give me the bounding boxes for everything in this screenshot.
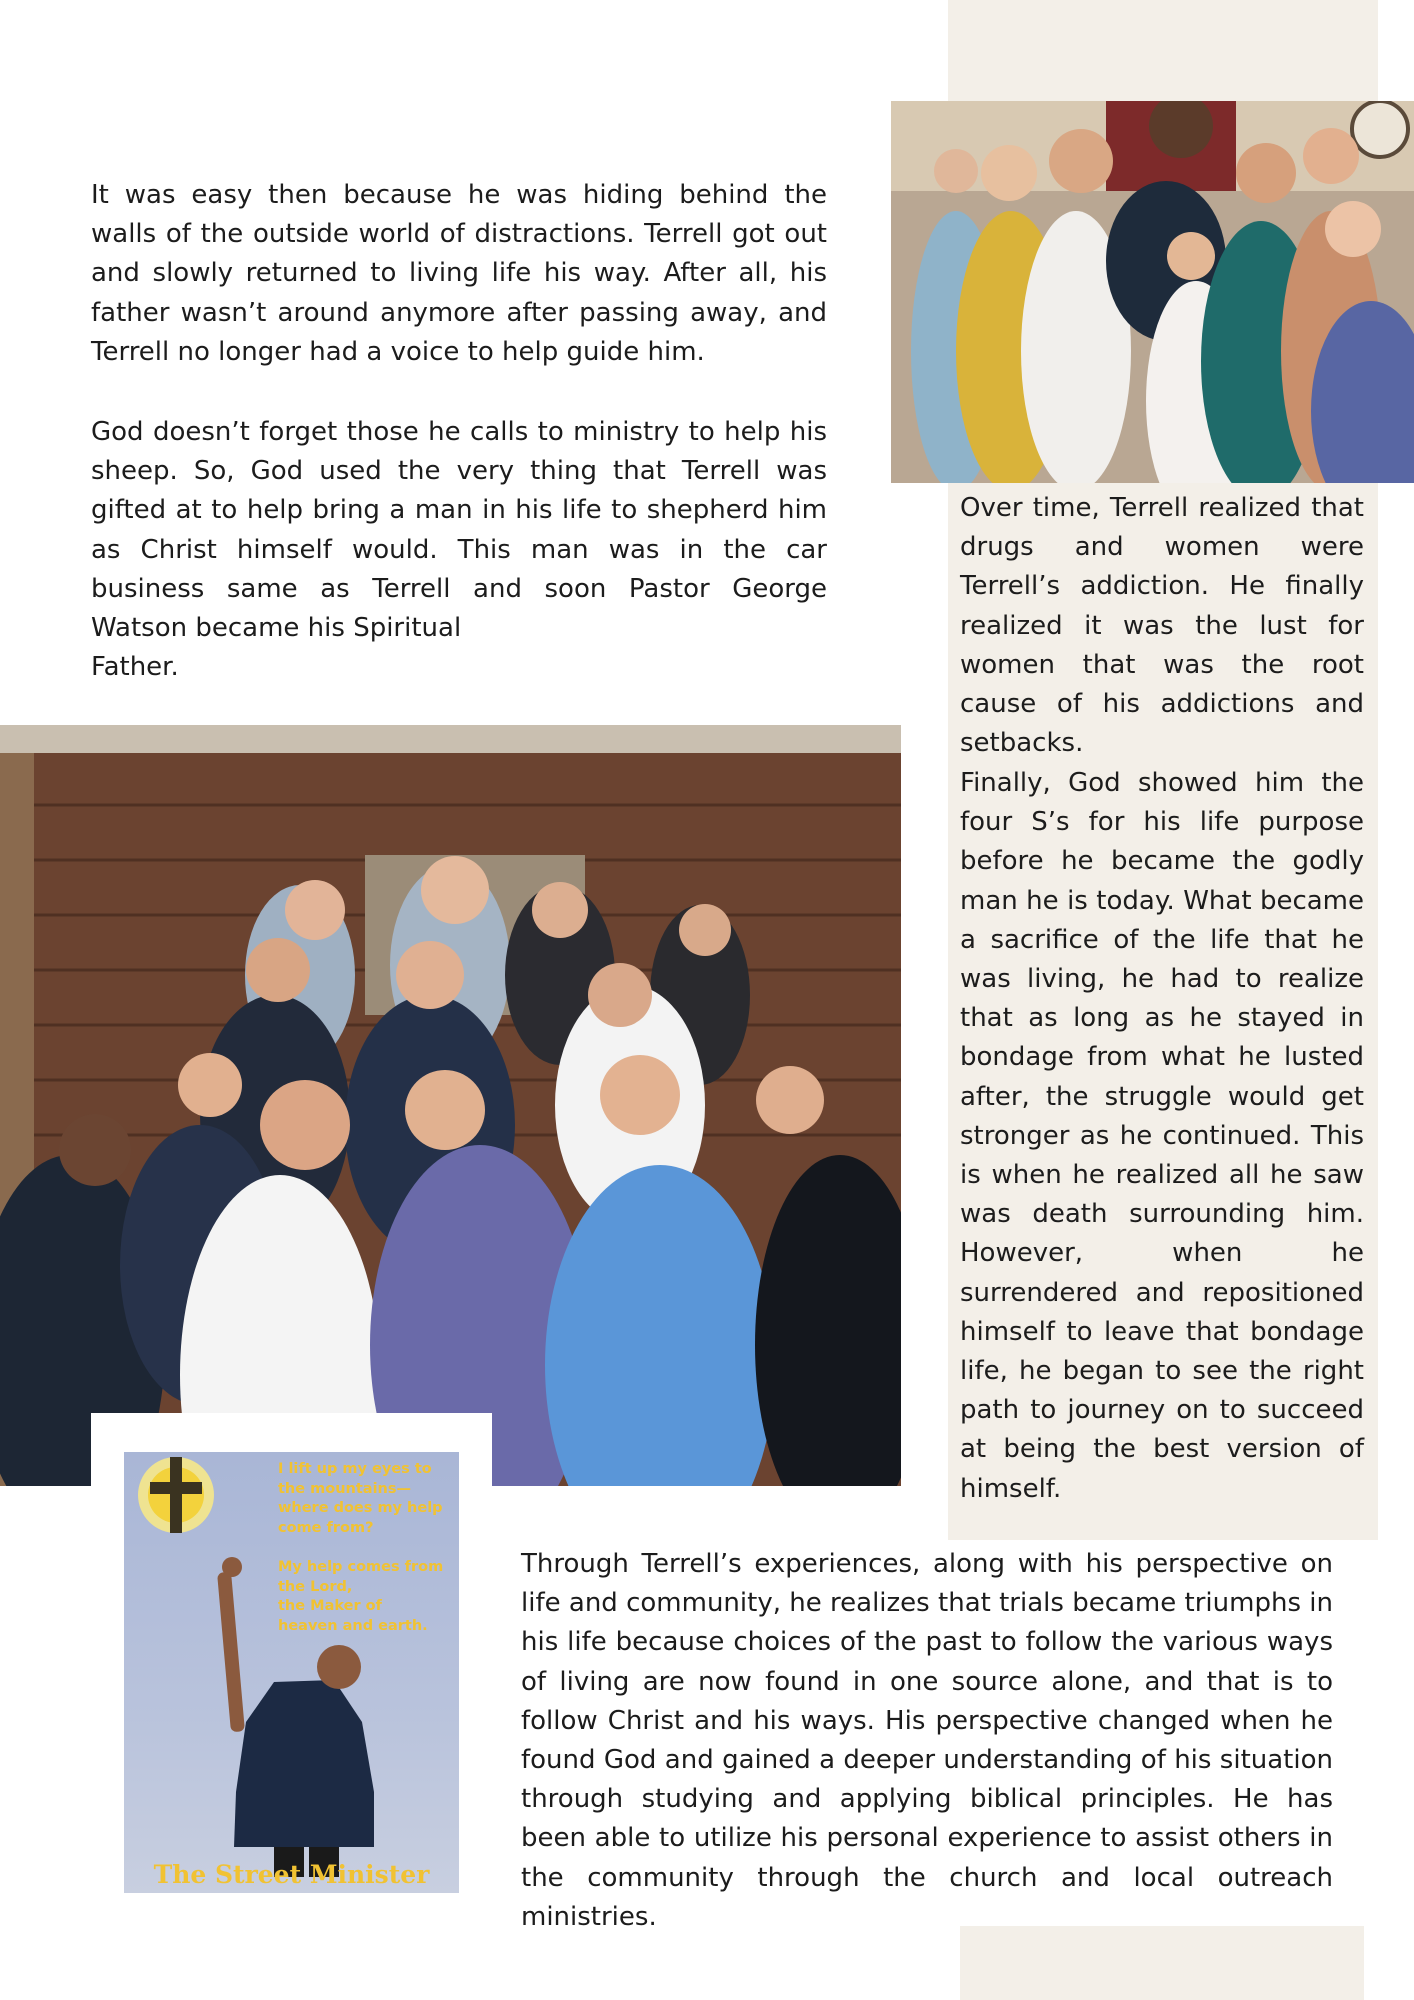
- article-paragraph-2-end: Father.: [91, 652, 179, 683]
- article-paragraph-2: [91, 413, 827, 687]
- street-minister-poster: [124, 1452, 459, 1893]
- article-paragraph-1: It was easy then because he was hiding behind the walls of the outside world of distractions. Terrell got out and slowly returned to living life his way. After all, his father wasn’t around anymore after passing away, and Terrell no longer had a voice to help guide him.: [91, 180, 827, 367]
- article-paragraph-3: Through Terrell’s experiences, along with his perspective on life and community, he realizes that trials became triumphs in his life because choices of the past to follow the various ways of living are now found in one source alone, and that is to follow Christ and his ways. His perspective changed when he found God and gained a deeper understanding of his situation through studying and applying biblical principles. He has been able to utilize his personal experience to assist others in the community through the church and local outreach ministries.: [521, 1549, 1333, 1932]
- poster-title: The Street Minister: [153, 1860, 430, 1889]
- men-group-photo: [0, 725, 901, 1486]
- poster-verse-2: My help comes from the Lord, the Maker of heaven and earth.: [278, 1559, 444, 1634]
- article-paragraph-2-body: God doesn’t forget those he calls to ministry to help his sheep. So, God used the very thing that Terrell was gifted at to help bring a man in his life to shepherd him as Christ himself would. This man was in the car business same as Terrell and soon Pastor George Watson became his Spiritual: [91, 417, 827, 644]
- footer-background-panel: [960, 1926, 1364, 2000]
- sidebar-paragraph-2: Finally, God showed him the four S’s for his life purpose before he became the godly man he is today. What became a sacrifice of the life that he was living, he had to realize that as long as he stayed in bondage from what he lusted after, the struggle would get stronger as he continued. This is when he realized all he saw was death surrounding him. However, when he surrendered and repositioned himself to leave that bondage life, he began to see the right path to journey on to succeed at being the best version of himself.: [960, 768, 1364, 1504]
- women-group-photo: [891, 101, 1414, 483]
- poster-verse-1: I lift up my eyes to the mountains— where does my help come from?: [278, 1461, 443, 1536]
- sidebar-paragraph-1: Over time, Terrell realized that drugs and women were Terrell’s addiction. He finally realized it was the lust for women that was the root cause of his addictions and setbacks.: [960, 493, 1364, 759]
